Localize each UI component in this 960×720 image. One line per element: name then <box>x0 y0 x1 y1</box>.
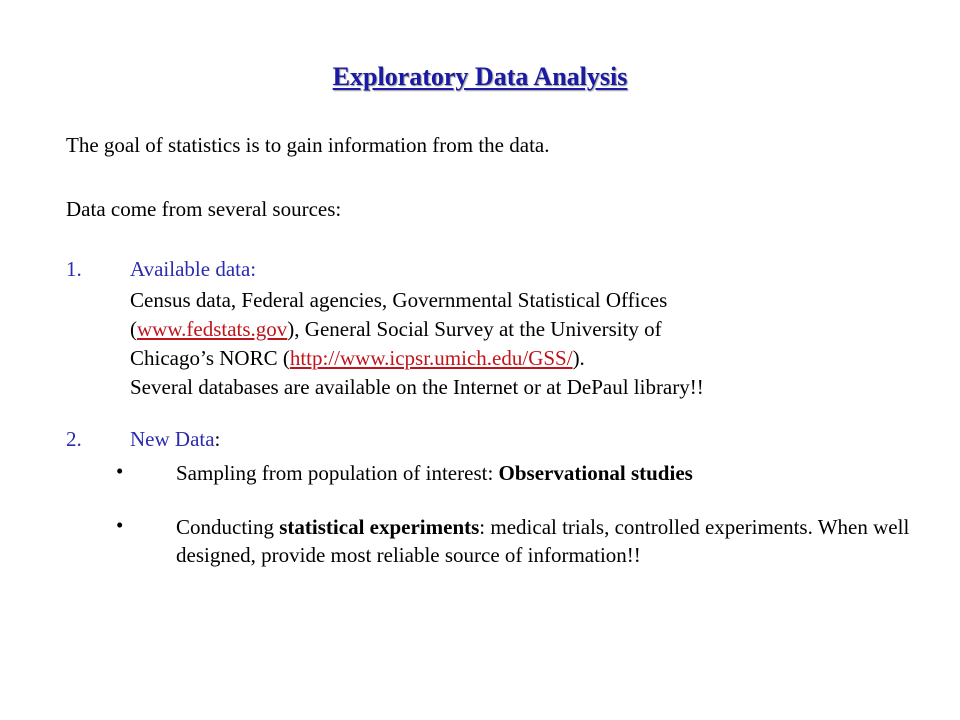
list-number: 2. <box>66 427 82 451</box>
bold-term: statistical experiments <box>279 515 480 539</box>
description-line <box>130 315 704 344</box>
available-data-description <box>130 286 704 402</box>
text-fragment: Conducting <box>176 515 280 539</box>
gss-link[interactable]: http://www.icpsr.umich.edu/GSS/ <box>289 346 573 370</box>
text-fragment: Chicago’s NORC ( <box>130 346 290 370</box>
bold-term: Observational studies <box>498 461 693 485</box>
heading-colon: : <box>214 427 221 451</box>
heading-text: New Data <box>130 427 215 451</box>
text-fragment: : medical trials, controlled experiments. When well designed, provide most reliable source of information!! <box>176 515 910 567</box>
text-fragment: ), General Social Survey at the University of <box>287 317 662 341</box>
list-number: 1. <box>66 257 82 281</box>
text-fragment: ). <box>572 346 585 370</box>
description-line <box>130 344 704 373</box>
bullet-text <box>176 513 916 569</box>
description-line: Several databases are available on the Internet or at DePaul library!! <box>130 375 704 399</box>
description-line: Census data, Federal agencies, Governmental Statistical Offices <box>130 288 668 312</box>
slide-title: Exploratory Data Analysis <box>332 62 628 91</box>
list-heading <box>130 427 220 452</box>
fedstats-link[interactable]: www.fedstats.gov <box>137 317 288 341</box>
text-fragment: Sampling from population of interest: <box>176 461 499 485</box>
bullet-dot: • <box>116 513 124 537</box>
bullet-text <box>176 459 916 487</box>
bullet-dot: • <box>116 459 124 483</box>
sources-paragraph: Data come from several sources: <box>66 197 342 221</box>
goal-paragraph: The goal of statistics is to gain information from the data. <box>66 133 550 157</box>
list-heading: Available data: <box>130 257 257 281</box>
text-fragment: ( <box>130 317 137 341</box>
